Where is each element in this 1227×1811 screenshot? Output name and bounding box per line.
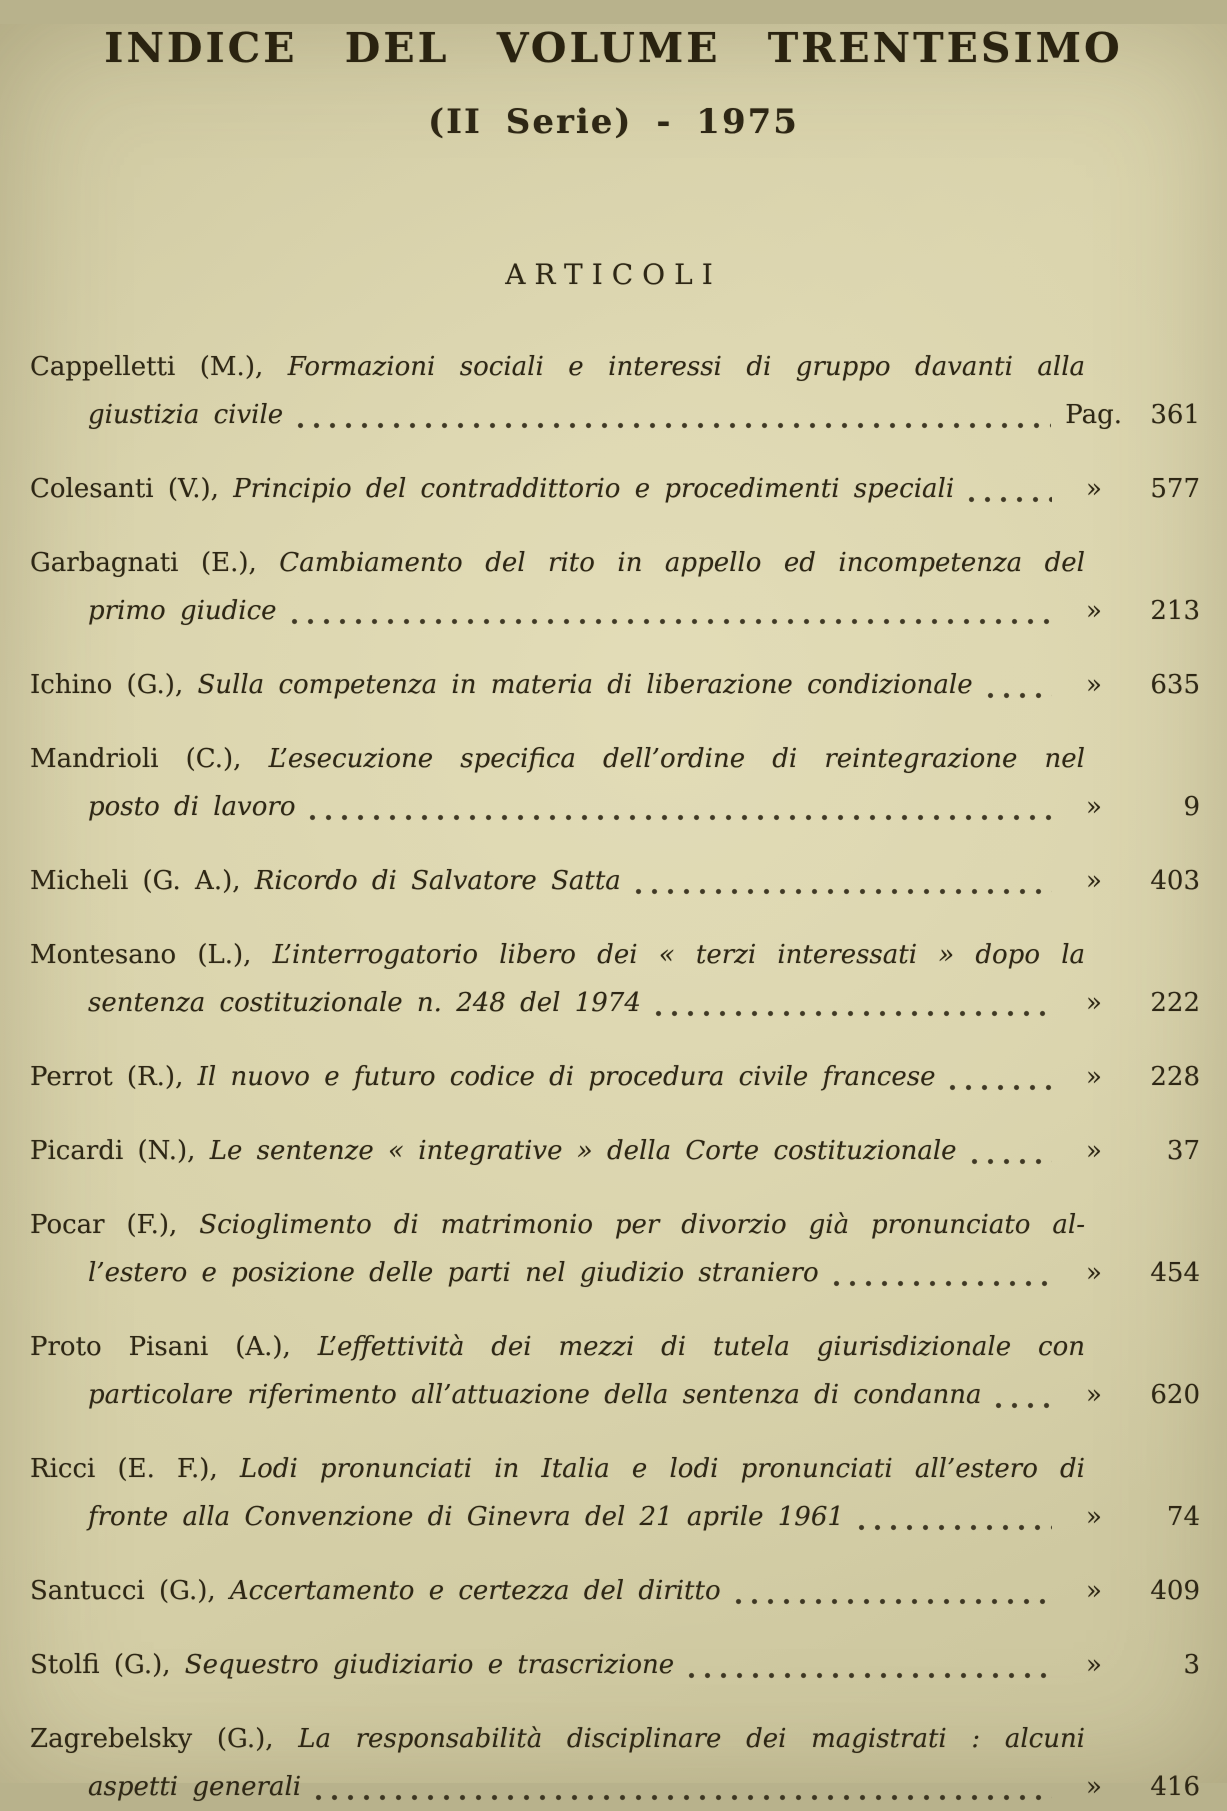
index-entry (30, 1641, 1200, 1689)
entry-first-line (30, 1445, 1200, 1493)
entry-page-label: » (1086, 1576, 1102, 1606)
entry-page-label: » (1086, 792, 1102, 822)
dot-leader (968, 495, 1052, 504)
index-entry (30, 1715, 1200, 1811)
index-entry (30, 1445, 1200, 1541)
entry-author: Proto Pisani (A.), (30, 1332, 291, 1362)
entry-text (30, 661, 973, 709)
entry-title-line-2: fronte alla Convenzione di Ginevra del 21 aprile 1961 (88, 1502, 844, 1532)
entry-page-number: 635 (1150, 670, 1200, 700)
dot-leader (297, 421, 1051, 430)
entry-author: Picardi (N.), (30, 1136, 196, 1166)
entry-author: Perrot (R.), (30, 1062, 184, 1092)
entry-last-line (30, 1053, 1200, 1101)
entry-title-line-1: Sequestro giudiziario e trascrizione (184, 1650, 675, 1680)
index-entry (30, 1053, 1200, 1101)
entry-title-line-1: Accertamento e certezza del diritto (229, 1576, 721, 1606)
entry-page-label: » (1086, 1772, 1102, 1802)
entry-author: Mandrioli (C.), (30, 744, 242, 774)
index-entry (30, 661, 1200, 709)
dot-leader (309, 813, 1052, 822)
entry-title-line-2: posto di lavoro (88, 792, 296, 822)
entry-page-label: » (1086, 670, 1102, 700)
entry-page-number: 409 (1150, 1576, 1200, 1606)
dot-leader (688, 1671, 1052, 1680)
entry-page-label: » (1086, 1502, 1102, 1532)
entry-first-line (30, 1323, 1200, 1371)
entry-text (30, 1127, 957, 1175)
entry-page-number: 361 (1150, 400, 1200, 430)
entry-author: Cappelletti (M.), (30, 352, 264, 382)
dot-leader (858, 1523, 1052, 1532)
entry-first-line (30, 931, 1200, 979)
entry-title-line-1: Lodi pronunciati in Italia e lodi pronunciati all’estero di (239, 1454, 1086, 1484)
entry-title-line-1: Scioglimento di matrimonio per divorzio già pronunciato al- (199, 1210, 1085, 1240)
dot-leader (971, 1157, 1052, 1166)
entry-text (30, 857, 621, 905)
entry-page-number: 74 (1166, 1502, 1200, 1532)
entry-last-line (30, 1641, 1200, 1689)
entry-first-line (30, 343, 1200, 391)
entry-page-number: 620 (1150, 1380, 1200, 1410)
entry-page-number: 403 (1150, 866, 1200, 896)
dot-leader (655, 1009, 1052, 1018)
article-list (0, 343, 1227, 1811)
entry-page-number: 228 (1150, 1062, 1200, 1092)
entry-author: Santucci (G.), (30, 1576, 216, 1606)
entry-title-line-1: Principio del contraddittorio e procedimenti speciali (233, 474, 955, 504)
entry-last-line (30, 465, 1200, 513)
entry-text (30, 1567, 721, 1615)
entry-author: Stolfi (G.), (30, 1650, 171, 1680)
entry-page-number: 222 (1150, 988, 1200, 1018)
entry-title-line-1: Sulla competenza in materia di liberazione condizionale (197, 670, 973, 700)
entry-last-line (30, 783, 1200, 831)
entry-last-line (30, 1493, 1200, 1541)
entry-page-label: » (1086, 1062, 1102, 1092)
scanned-index-page (0, 24, 1227, 1802)
entry-title-line-1: Ricordo di Salvatore Satta (254, 866, 621, 896)
entry-last-line (30, 1127, 1200, 1175)
entry-title-line-1: L’esecuzione specifica dell’ordine di reintegrazione nel (268, 744, 1085, 774)
index-entry (30, 735, 1200, 831)
entry-last-line (30, 1249, 1200, 1297)
entry-title-line-2: aspetti generali (88, 1772, 302, 1802)
entry-page-label: Pag. (1065, 400, 1122, 430)
entry-page-number: 3 (1183, 1650, 1200, 1680)
entry-title-line-2: primo giudice (88, 596, 277, 626)
entry-last-line (30, 857, 1200, 905)
dot-leader (291, 617, 1052, 626)
entry-last-line (30, 587, 1200, 635)
entry-author: Garbagnati (E.), (30, 548, 257, 578)
entry-title-line-1: Le sentenze « integrative » della Corte costituzionale (209, 1136, 957, 1166)
entry-last-line (30, 391, 1200, 439)
entry-page-label: » (1086, 474, 1102, 504)
entry-last-line (30, 1371, 1200, 1419)
dot-leader (995, 1401, 1052, 1410)
entry-page-number: 37 (1166, 1136, 1200, 1166)
entry-first-line (30, 539, 1200, 587)
entry-last-line (30, 1763, 1200, 1811)
dot-leader (635, 887, 1052, 896)
index-entry (30, 1323, 1200, 1419)
entry-title-line-1: La responsabilità disciplinare dei magistrati : alcuni (298, 1724, 1085, 1754)
entry-author: Montesano (L.), (30, 940, 252, 970)
entry-page-label: » (1086, 1650, 1102, 1680)
entry-author: Zagrebelsky (G.), (30, 1724, 274, 1754)
entry-author: Ricci (E. F.), (30, 1454, 218, 1484)
dot-leader (735, 1597, 1052, 1606)
entry-page-number: 577 (1150, 474, 1200, 504)
entry-page-label: » (1086, 1136, 1102, 1166)
entry-page-label: » (1086, 866, 1102, 896)
entry-first-line (30, 735, 1200, 783)
entry-text (30, 1641, 674, 1689)
dot-leader (949, 1083, 1052, 1092)
entry-title-line-2: particolare riferimento all’attuazione della sentenza di condanna (88, 1380, 982, 1410)
entry-title-line-1: Il nuovo e futuro codice di procedura civile francese (197, 1062, 936, 1092)
index-entry (30, 1127, 1200, 1175)
entry-author: Pocar (F.), (30, 1210, 178, 1240)
entry-page-number: 454 (1150, 1258, 1200, 1288)
entry-page-label: » (1086, 988, 1102, 1018)
page-title: INDICE DEL VOLUME TRENTESIMO (104, 24, 1123, 72)
dot-leader (833, 1279, 1052, 1288)
entry-first-line (30, 1201, 1200, 1249)
index-entry (30, 465, 1200, 513)
entry-title-line-1: Formazioni sociali e interessi di gruppo davanti alla (287, 352, 1086, 382)
entry-text (30, 1053, 935, 1101)
index-entry (30, 539, 1200, 635)
index-entry (30, 343, 1200, 439)
entry-last-line (30, 661, 1200, 709)
entry-title-line-2: l’estero e posizione delle parti nel giudizio straniero (88, 1258, 819, 1288)
masthead (0, 24, 1227, 142)
entry-page-label: » (1086, 596, 1102, 626)
entry-title-line-1: Cambiamento del rito in appello ed incompetenza del (279, 548, 1086, 578)
entry-title-line-1: L’effettività dei mezzi di tutela giurisdizionale con (317, 1332, 1085, 1362)
index-entry (30, 1201, 1200, 1297)
entry-author: Micheli (G. A.), (30, 866, 241, 896)
index-entry (30, 931, 1200, 1027)
entry-page-number: 416 (1150, 1772, 1200, 1802)
dot-leader (315, 1793, 1052, 1802)
index-entry (30, 1567, 1200, 1615)
dot-leader (987, 691, 1052, 700)
entry-last-line (30, 1567, 1200, 1615)
entry-page-number: 9 (1183, 792, 1200, 822)
page-subtitle: (II Serie) - 1975 (428, 102, 799, 142)
entry-page-number: 213 (1150, 596, 1200, 626)
entry-title-line-1: L’interrogatorio libero dei « terzi interessati » dopo la (272, 940, 1086, 970)
entry-page-label: » (1086, 1258, 1102, 1288)
entry-text (30, 465, 954, 513)
entry-title-line-2: sentenza costituzionale n. 248 del 1974 (88, 988, 641, 1018)
entry-first-line (30, 1715, 1200, 1763)
section-heading: ARTICOLI (505, 258, 722, 291)
entry-title-line-2: giustizia civile (88, 400, 284, 430)
index-entry (30, 857, 1200, 905)
entry-page-label: » (1086, 1380, 1102, 1410)
entry-last-line (30, 979, 1200, 1027)
entry-author: Ichino (G.), (30, 670, 184, 700)
entry-author: Colesanti (V.), (30, 474, 219, 504)
